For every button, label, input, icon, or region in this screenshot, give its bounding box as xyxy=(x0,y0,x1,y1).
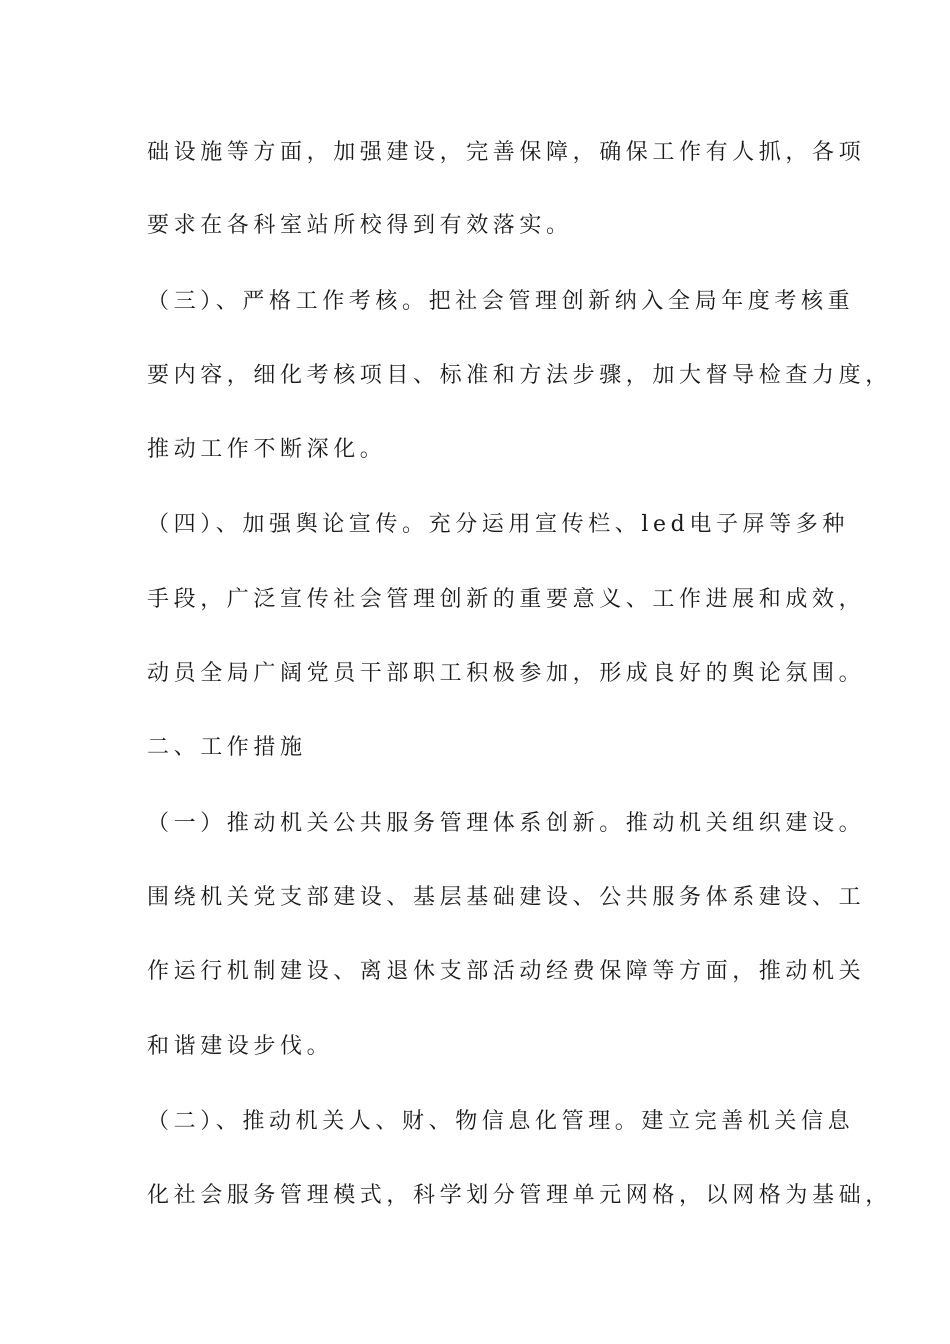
text-line: 推动工作不断深化。 xyxy=(147,437,387,462)
text-line: 要求在各科室站所校得到有效落实。 xyxy=(147,213,573,238)
text-line: （四）、加强舆论宣传。充分运用宣传栏、led电子屏等多种 xyxy=(147,512,849,537)
text-line: （一）推动机关公共服务管理体系创新。推动机关组织建设。 xyxy=(147,811,866,836)
text-line: （二）、推动机关人、财、物信息化管理。建立完善机关信息 xyxy=(147,1109,855,1134)
text-line: 围绕机关党支部建设、基层基础建设、公共服务体系建设、工 xyxy=(147,885,866,910)
text-line: 手段，广泛宣传社会管理创新的重要意义、工作进展和成效， xyxy=(147,587,866,612)
text-line: 要内容，细化考核项目、标准和方法步骤，加大督导检查力度， xyxy=(147,363,892,388)
text-line: 和谐建设步伐。 xyxy=(147,1034,334,1059)
text-line: （三）、严格工作考核。把社会管理创新纳入全局年度考核重 xyxy=(147,289,855,314)
text-line: 动员全局广阔党员干部职工积极参加，形成良好的舆论氛围。 xyxy=(147,661,866,686)
section-heading: 二、工作措施 xyxy=(147,735,307,760)
text-line: 础设施等方面，加强建设，完善保障，确保工作有人抓，各项 xyxy=(147,140,866,165)
text-line: 化社会服务管理模式，科学划分管理单元网格，以网格为基础， xyxy=(147,1183,892,1208)
text-line: 作运行机制建设、离退休支部活动经费保障等方面，推动机关 xyxy=(147,959,866,984)
